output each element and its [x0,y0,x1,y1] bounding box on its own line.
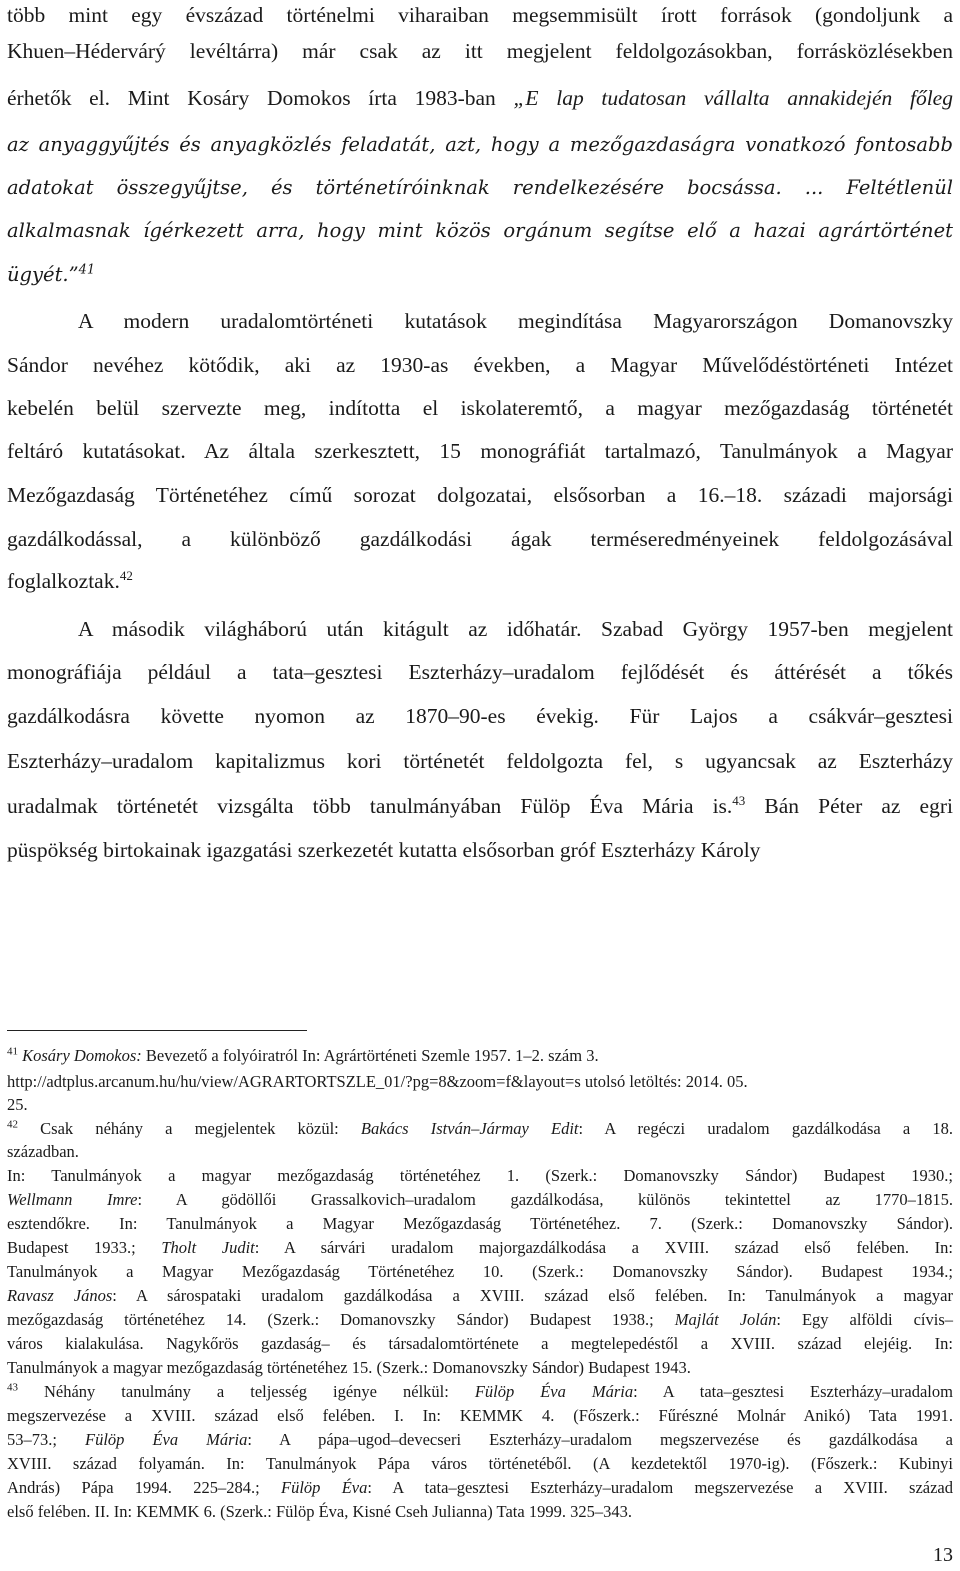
footnote-line [7,1285,953,1307]
footnote-line: században. [7,1142,79,1161]
footnote-line: megszervezése a XVIII. század első felében. I. In: KEMMK 4. (Főszerk.: Fűrészné Molnár Anikó) Tata 1991. [7,1406,953,1425]
quote-line: alkalmasnak ígérkezett arra, hogy mint közös orgánum segítse elő a hazai agrártörténet [7,219,953,242]
body-line: Eszterházy–uradalom kapitalizmus kori történetét feldolgozta fel, s ugyancsak az Eszterházy [7,749,953,773]
footnote-line [7,1309,953,1331]
footnote-author: Ravasz János [7,1286,113,1305]
body-line: Khuen–Hédervárý levéltárra) már csak az itt megjelent feldolgozásokban, forrásközlésekben [7,39,953,63]
footnote-url[interactable]: http://adtplus.arcanum.hu/hu/view/AGRARTORTSZLE_01/?pg=8&zoom=f&layout=s utolsó letöltés: 2014. 05. [7,1072,748,1091]
footnote-author: Fülöp Éva Mária [474,1382,634,1401]
footnote-number: 41 [7,1045,18,1058]
footnote-42 [7,1118,953,1140]
body-line: gazdálkodással, a különböző gazdálkodási ágak terméseredményeinek feldolgozásával [7,527,953,551]
footnote-41 [7,1045,953,1067]
footnote-number: 43 [7,1381,18,1394]
body-line: kebelén belül szervezte meg, indította el iskolateremtő, a magyar mezőgazdaság történetét [7,396,953,420]
body-text: Bán Péter az egri [745,794,953,818]
footnote-text: Bevezető a folyóiratról In: Agrártörténeti Szemle 1957. 1–2. szám 3. [141,1046,599,1065]
footnote-line: 25. [7,1095,28,1114]
footnote-43 [7,1381,953,1403]
footnote-text: : A gödöllői Grassalkovich–uradalom gazdálkodása, különös tekintettel az 1770–1815. [137,1190,953,1209]
footnote-text: : A sárospataki uradalom gazdálkodása a XVIII. század első felében. In: Tanulmányok a magyar [112,1286,953,1305]
footnote-author: Bakács István–Jármay Edit [360,1119,579,1138]
footnote-author: Kosáry Domokos: [18,1046,142,1065]
footnote-text: : Egy alföldi cívis– [776,1310,953,1329]
body-line: Sándor nevéhez kötődik, aki az 1930-as években, a Magyar Művelődéstörténeti Intézet [7,353,953,377]
footnote-text: 53–73.; [7,1430,85,1449]
footnote-text: : A tata–gesztesi Eszterházy–uradalom [633,1382,953,1401]
paragraph-start: A modern uradalomtörténeti kutatások megindítása Magyarországon Domanovszky [78,309,953,333]
footnote-line [7,1237,953,1259]
footnote-text: András) Pápa 1994. 225–284.; [7,1478,281,1497]
quote-text: ügyét.” [7,263,79,286]
body-line [7,566,953,596]
body-line: monográfiája például a tata–gesztesi Eszterházy–uradalom fejlődését és áttérését a tőkés [7,660,953,684]
body-text: uradalmak történetét vizsgálta több tanulmányában Fülöp Éva Mária is. [7,794,733,818]
footnote-text: : A pápa–ugod–devecseri Eszterházy–uradalom megszervezése és gazdálkodása a [247,1430,953,1449]
footnote-line: város kialakulása. Nagykőrös gazdaság– és társadalomtörténete a megtelepedéstől a XVIII. század elejéig. In: [7,1334,953,1353]
footnote-line: első felében. II. In: KEMMK 6. (Szerk.: Fülöp Éva, Kisné Cseh Julianna) Tata 1999. 325–343. [7,1502,632,1521]
footnote-author: Wellmann Imre [7,1190,138,1209]
body-line: püspökség birtokainak igazgatási szerkezetét kutatta elsősorban gróf Eszterházy Károly [7,838,761,862]
footnote-ref: 43 [732,792,746,808]
quote-line: adatokat összegyűjtse, és történetíróinknak rendelkezésére bocsássa. ... Feltétlenül [7,176,953,199]
footnote-text: Csak néhány a megjelentek közül: [18,1119,361,1138]
footnote-line: Tanulmányok a magyar mezőgazdaság történetéhez 15. (Szerk.: Domanovszky Sándor) Budapest 1943. [7,1358,691,1377]
body-line: gazdálkodásra követte nyomon az 1870–90-es évekig. Für Lajos a csákvár–gesztesi [7,704,953,728]
footnote-text: : A sárvári uradalom majorgazdálkodása a XVIII. század első felében. In: [254,1238,953,1257]
body-line: több mint egy évszázad történelmi viharaiban megsemmisült írott források (gondoljunk a [7,3,953,27]
footnote-line [7,1429,953,1451]
footnote-ref: 42 [119,567,133,583]
footnote-author: Tholt Judit [161,1238,255,1257]
footnote-number: 42 [7,1118,18,1131]
footnote-text: Néhány tanulmány a teljesség igénye nélkül: [18,1382,475,1401]
body-line: Mezőgazdaság Történetéhez című sorozat dolgozatai, elsősorban a 16.–18. századi majorsági [7,483,953,507]
footnote-line: Tanulmányok a Magyar Mezőgazdaság Történetéhez 10. (Szerk.: Domanovszky Sándor). Budapest 1934.; [7,1262,953,1281]
body-line [7,791,953,821]
page-number: 13 [933,1544,953,1566]
quote-text: „E lap tudatosan vállalta annakidején főleg [513,86,953,110]
footnote-author: Fülöp Éva [281,1478,368,1497]
paragraph-start: A második világháború után kitágult az időhatár. Szabad György 1957-ben megjelent [78,617,953,641]
quote-line: az anyaggyűjtés és anyagközlés feladatát, azt, hogy a mezőgazdaságra vonatkozó fontosabb [7,133,953,156]
footnote-author: Majlát Jolán [674,1310,777,1329]
footnote-text: : A tata–gesztesi Eszterházy–uradalom megszervezése a XVIII. század [367,1478,954,1497]
footnote-separator [7,1030,307,1031]
footnote-line: XVIII. század folyamán. In: Tanulmányok Pápa város történetéből. (A kezdetektől 1970-ig). (Főszerk.: Kubinyi [7,1454,953,1473]
footnote-text: Budapest 1933.; [7,1238,162,1257]
footnote-text: mezőgazdaság történetéhez 14. (Szerk.: Domanovszky Sándor) Budapest 1938.; [7,1310,675,1329]
body-line: feltáró kutatásokat. Az általa szerkesztett, 15 monográfiát tartalmazó, Tanulmányok a Magyar [7,439,953,463]
footnote-line [7,1477,953,1499]
footnote-ref: 41 [78,262,96,278]
footnote-line: esztendőkre. In: Tanulmányok a Magyar Mezőgazdaság Történetéhez. 7. (Szerk.: Domanovszky Sándor). [7,1214,953,1233]
footnote-author: Fülöp Éva Mária [85,1430,248,1449]
body-line [7,83,953,113]
body-text: foglalkoztak. [7,569,120,593]
footnote-line: In: Tanulmányok a magyar mezőgazdaság történetéhez 1. (Szerk.: Domanovszky Sándor) Budapest 1930.; [7,1166,953,1185]
quote-line [7,260,953,290]
footnote-line [7,1189,953,1211]
body-text: érhetők el. Mint Kosáry Domokos írta 1983-ban [7,86,514,110]
footnote-text: : A regéczi uradalom gazdálkodása a 18. [578,1119,953,1138]
